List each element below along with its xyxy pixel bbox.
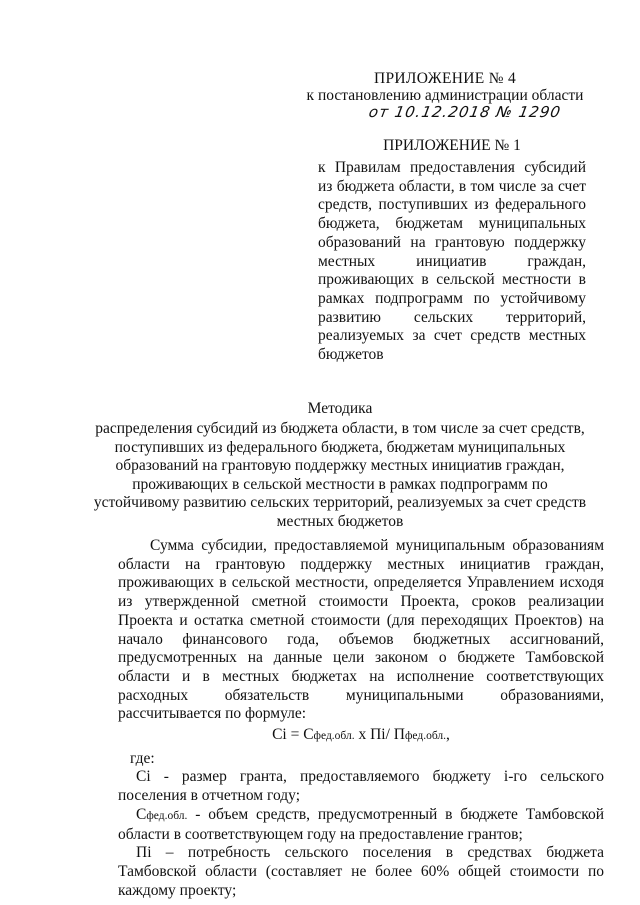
handwritten-date-number: от 10.12.2018 № 1290 bbox=[367, 103, 563, 121]
formula bbox=[118, 726, 604, 746]
definition-pi-symbol: Пi bbox=[136, 844, 152, 862]
methodology-title: Методика bbox=[307, 400, 373, 417]
formula-ci: Сi = С bbox=[272, 726, 314, 744]
formula-end: , bbox=[446, 726, 450, 744]
formula-mid: х Пi/ П bbox=[354, 726, 405, 744]
methodology-heading bbox=[88, 400, 592, 531]
document-body bbox=[118, 537, 604, 900]
methodology-subtitle: распределения субсидий из бюджета области, в том числе за счет средств, поступивших из федерального бюджета, бюджетам муниципальных образований на грантовую поддержку местных инициатив граждан, проживающих в сельской местности в рамках подпрограмм по устойчивому развитию сельских территорий, реализуемых за счет средств местных бюджетов bbox=[93, 420, 587, 530]
definition-ci-symbol: Сi bbox=[136, 768, 151, 786]
appendix-4-decree-line: к постановлению администрации области bbox=[306, 87, 584, 104]
definition-cfed-symbol: С bbox=[136, 805, 147, 823]
appendix-1-header bbox=[318, 137, 586, 365]
definition-cfed-text: - объем средств, предусмотренный в бюджете Тамбовской области в соответствующем году на предоставление грантов; bbox=[118, 805, 604, 843]
definition-ci-text: - размер гранта, предоставляемого бюджету i-го сельского поселения в отчетном году; bbox=[118, 768, 604, 805]
appendix-1-title: ПРИЛОЖЕНИЕ № 1 bbox=[383, 137, 521, 154]
definition-pi bbox=[118, 844, 604, 900]
appendix-4-header bbox=[300, 70, 590, 104]
appendix-1-rules-text: к Правилам предоставления субсидий из бюджета области, в том числе за счет средств, поступивших из федерального бюджета, бюджетам муниципальных образований на грантовую поддержку местных инициатив граждан, проживающих в сельской местности в рамках подпрограмм по устойчивому развитию сельских территорий, реализуемых за счет средств местных бюджетов bbox=[318, 159, 586, 364]
where-label: где: bbox=[130, 749, 155, 767]
formula-p-subscript: фед.обл. bbox=[404, 730, 447, 743]
formula-ci-subscript: фед.обл. bbox=[313, 730, 355, 743]
definition-ci bbox=[118, 768, 604, 805]
definition-cfed bbox=[118, 806, 604, 844]
definition-pi-text: – потребность сельского поселения в средствах бюджета Тамбовской области (составляет не более 60% общей стоимости по каждому проекту; bbox=[118, 844, 604, 899]
appendix-4-title: ПРИЛОЖЕНИЕ № 4 bbox=[373, 70, 517, 87]
body-paragraph: Сумма субсидии, предоставляемой муниципальным образованиям области на грантовую поддержку местных инициатив граждан, проживающих в сельской местности, определяется Управлением исходя из утвержденной сметной стоимости Проекта, сроков реализации Проекта и остатка сметной стоимости (для переходящих Проектов) на начало финансового года, объемов бюджетных ассигнований, предусмотренных на данные цели законом о бюджете Тамбовской области и в местных бюджетах на исполнение соответствующих расходных обязательств муниципальными образованиями, рассчитывается по формуле: bbox=[118, 537, 604, 723]
definition-cfed-subscript: фед.обл. bbox=[146, 809, 188, 822]
